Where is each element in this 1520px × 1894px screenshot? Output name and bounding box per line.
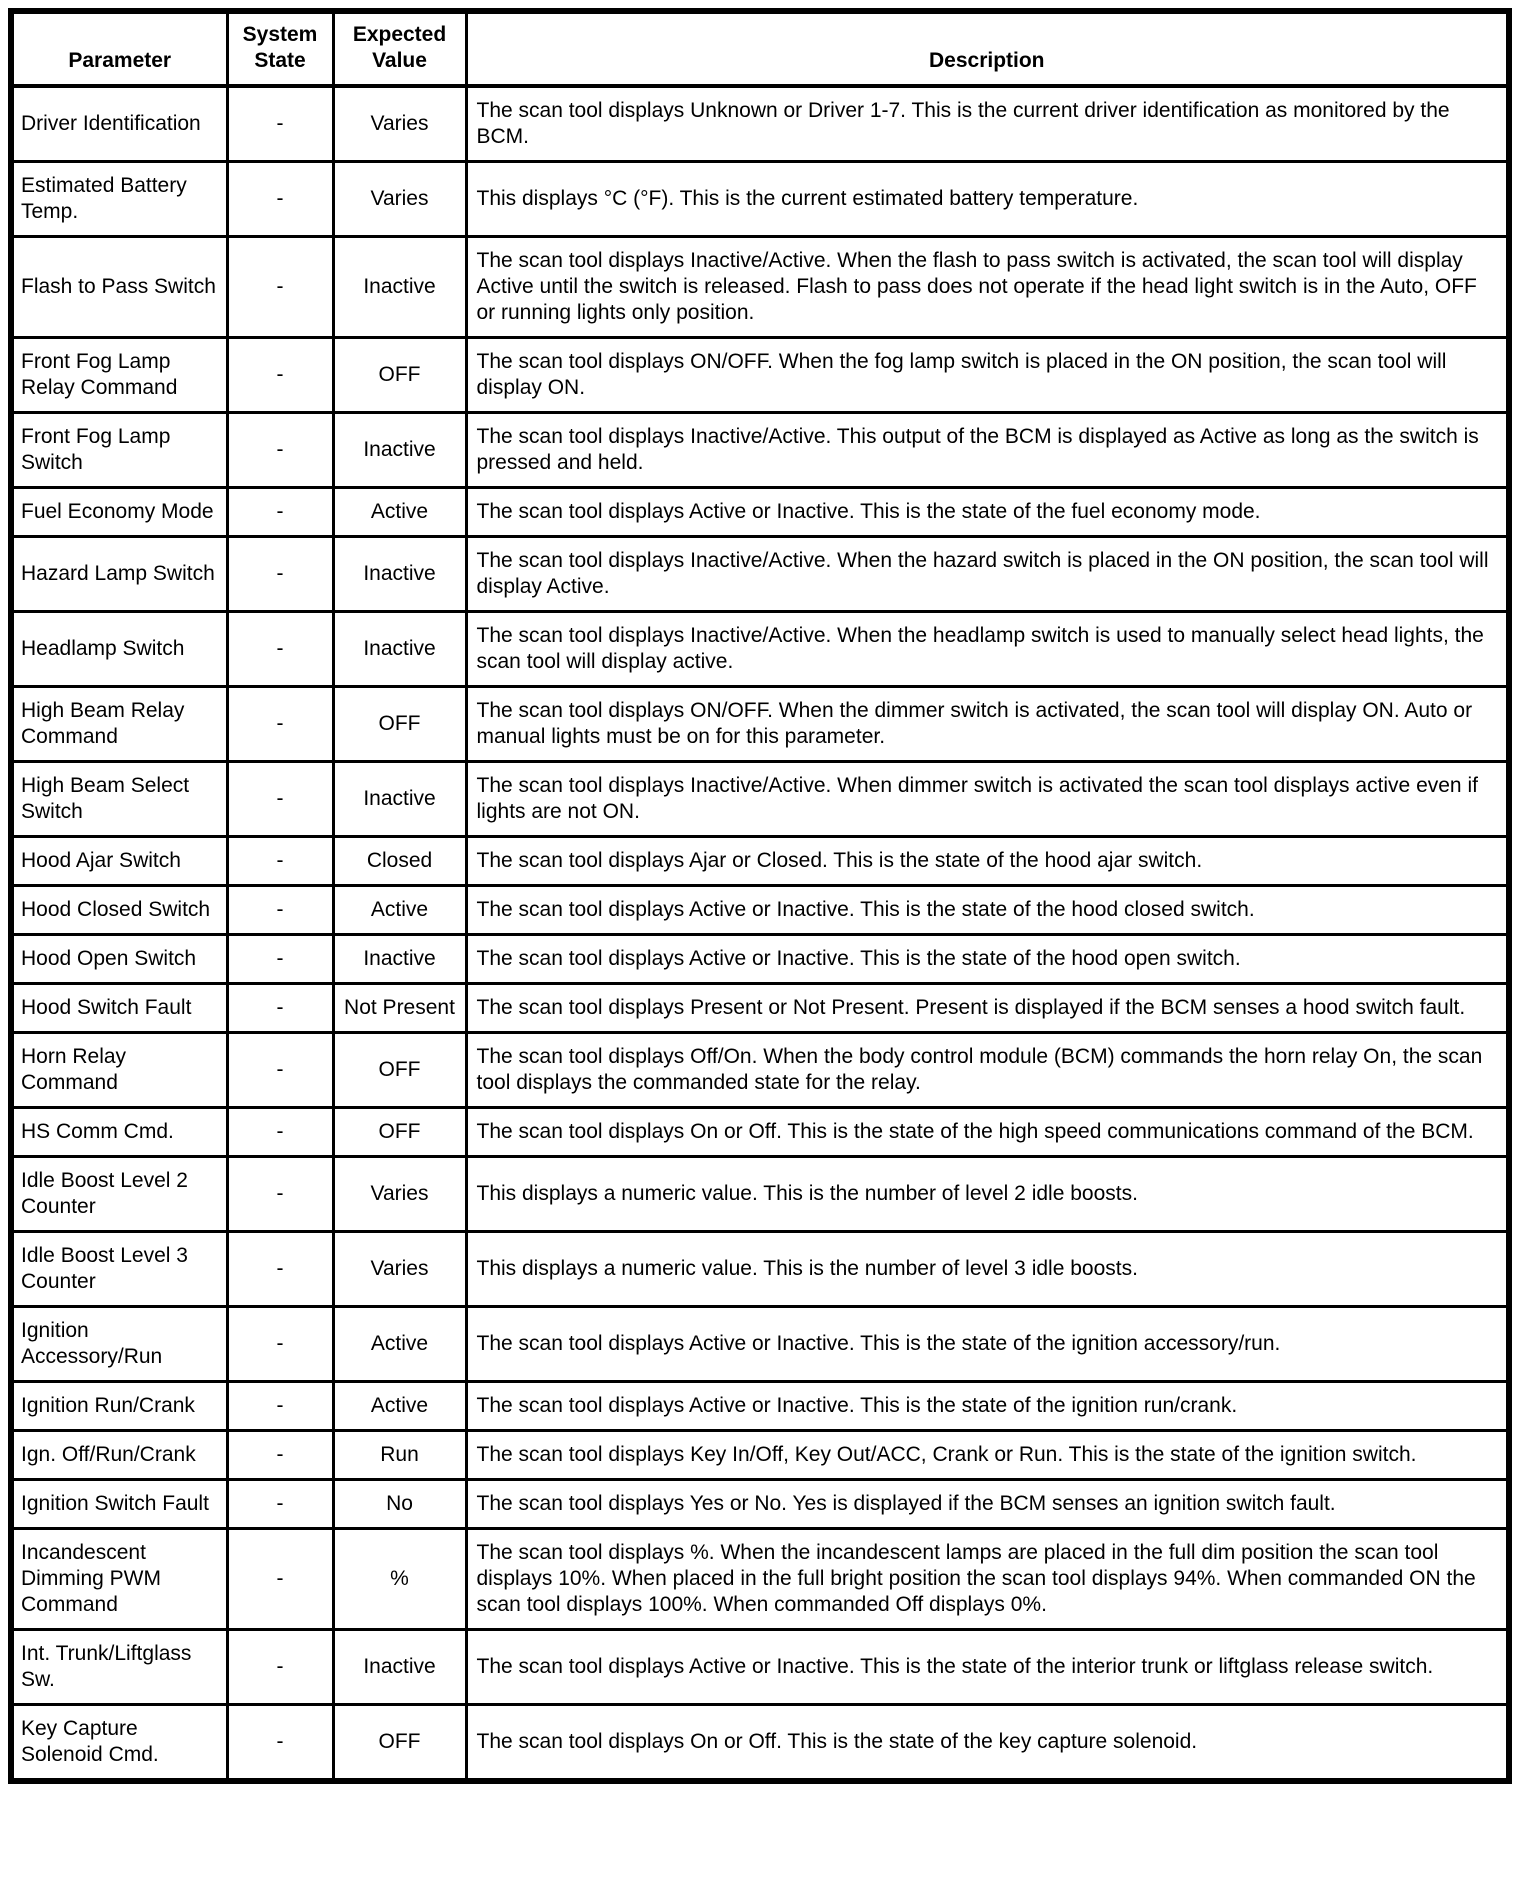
- system-state-cell: -: [227, 687, 333, 762]
- system-state-cell: -: [227, 86, 333, 162]
- table-row: [11, 1307, 1509, 1382]
- system-state-cell: -: [227, 162, 333, 237]
- expected-value-cell: Varies: [333, 162, 466, 237]
- system-state-cell: -: [227, 488, 333, 537]
- table-row: [11, 237, 1509, 338]
- table-row: [11, 1630, 1509, 1705]
- system-state-cell: -: [227, 612, 333, 687]
- parameter-cell: Driver Identification: [11, 86, 227, 162]
- description-cell: This displays a numeric value. This is the number of level 3 idle boosts.: [466, 1232, 1509, 1307]
- expected-value-cell: Varies: [333, 1157, 466, 1232]
- parameter-cell: Flash to Pass Switch: [11, 237, 227, 338]
- parameter-cell: Hood Closed Switch: [11, 886, 227, 935]
- expected-value-cell: Active: [333, 488, 466, 537]
- table-row: [11, 1431, 1509, 1480]
- parameter-cell: High Beam Relay Command: [11, 687, 227, 762]
- parameter-cell: Hood Switch Fault: [11, 984, 227, 1033]
- description-cell: The scan tool displays Yes or No. Yes is displayed if the BCM senses an ignition switch fault.: [466, 1480, 1509, 1529]
- system-state-cell: -: [227, 1033, 333, 1108]
- system-state-cell: -: [227, 935, 333, 984]
- expected-value-cell: Inactive: [333, 413, 466, 488]
- description-cell: The scan tool displays Inactive/Active. This output of the BCM is displayed as Active as long as the switch is pressed and held.: [466, 413, 1509, 488]
- expected-value-cell: Inactive: [333, 237, 466, 338]
- system-state-cell: -: [227, 1480, 333, 1529]
- expected-value-cell: OFF: [333, 338, 466, 413]
- description-cell: The scan tool displays ON/OFF. When the dimmer switch is activated, the scan tool will display ON. Auto or manual lights must be on for this parameter.: [466, 687, 1509, 762]
- header-row: [11, 11, 1509, 86]
- system-state-cell: -: [227, 837, 333, 886]
- description-cell: The scan tool displays %. When the incandescent lamps are placed in the full dim position the scan tool displays 10%. When placed in the full bright position the scan tool displays 94%. When commanded ON the scan tool displays 100%. When commanded Off displays 0%.: [466, 1529, 1509, 1630]
- expected-value-cell: Inactive: [333, 537, 466, 612]
- table-row: [11, 537, 1509, 612]
- table-row: [11, 1529, 1509, 1630]
- system-state-cell: -: [227, 1157, 333, 1232]
- description-cell: The scan tool displays Ajar or Closed. This is the state of the hood ajar switch.: [466, 837, 1509, 886]
- table-row: [11, 886, 1509, 935]
- table-row: [11, 1157, 1509, 1232]
- system-state-cell: -: [227, 1431, 333, 1480]
- description-cell: The scan tool displays ON/OFF. When the fog lamp switch is placed in the ON position, the scan tool will display ON.: [466, 338, 1509, 413]
- parameter-cell: Headlamp Switch: [11, 612, 227, 687]
- table-header: [11, 11, 1509, 86]
- expected-value-cell: Inactive: [333, 935, 466, 984]
- table-row: [11, 1232, 1509, 1307]
- parameter-cell: Horn Relay Command: [11, 1033, 227, 1108]
- expected-value-cell: Inactive: [333, 612, 466, 687]
- parameter-cell: Hazard Lamp Switch: [11, 537, 227, 612]
- table-row: [11, 488, 1509, 537]
- expected-value-cell: OFF: [333, 1033, 466, 1108]
- description-cell: The scan tool displays On or Off. This is the state of the key capture solenoid.: [466, 1705, 1509, 1782]
- description-cell: The scan tool displays Off/On. When the body control module (BCM) commands the horn relay On, the scan tool displays the commanded state for the relay.: [466, 1033, 1509, 1108]
- table-row: [11, 1033, 1509, 1108]
- table-row: [11, 612, 1509, 687]
- header-expected-value: Expected Value: [333, 11, 466, 86]
- parameter-cell: Estimated Battery Temp.: [11, 162, 227, 237]
- parameter-cell: Idle Boost Level 3 Counter: [11, 1232, 227, 1307]
- parameter-cell: Idle Boost Level 2 Counter: [11, 1157, 227, 1232]
- expected-value-cell: No: [333, 1480, 466, 1529]
- system-state-cell: -: [227, 1307, 333, 1382]
- description-cell: The scan tool displays Active or Inactive. This is the state of the hood open switch.: [466, 935, 1509, 984]
- parameter-cell: Fuel Economy Mode: [11, 488, 227, 537]
- description-cell: The scan tool displays Inactive/Active. When dimmer switch is activated the scan tool displays active even if lights are not ON.: [466, 762, 1509, 837]
- system-state-cell: -: [227, 1705, 333, 1782]
- table-row: [11, 935, 1509, 984]
- expected-value-cell: Not Present: [333, 984, 466, 1033]
- description-cell: The scan tool displays On or Off. This is the state of the high speed communications command of the BCM.: [466, 1108, 1509, 1157]
- expected-value-cell: Varies: [333, 86, 466, 162]
- header-parameter: Parameter: [11, 11, 227, 86]
- description-cell: The scan tool displays Active or Inactive. This is the state of the ignition accessory/run.: [466, 1307, 1509, 1382]
- table-body: [11, 86, 1509, 1781]
- table-row: [11, 984, 1509, 1033]
- system-state-cell: -: [227, 1108, 333, 1157]
- system-state-cell: -: [227, 1630, 333, 1705]
- parameter-cell: HS Comm Cmd.: [11, 1108, 227, 1157]
- table-row: [11, 762, 1509, 837]
- header-description: Description: [466, 11, 1509, 86]
- description-cell: The scan tool displays Unknown or Driver 1-7. This is the current driver identification as monitored by the BCM.: [466, 86, 1509, 162]
- table-row: [11, 837, 1509, 886]
- parameter-cell: Front Fog Lamp Relay Command: [11, 338, 227, 413]
- parameter-cell: Ignition Accessory/Run: [11, 1307, 227, 1382]
- description-cell: The scan tool displays Active or Inactive. This is the state of the interior trunk or liftglass release switch.: [466, 1630, 1509, 1705]
- system-state-cell: -: [227, 1232, 333, 1307]
- expected-value-cell: Active: [333, 886, 466, 935]
- parameter-cell: Hood Open Switch: [11, 935, 227, 984]
- parameter-cell: Hood Ajar Switch: [11, 837, 227, 886]
- description-cell: The scan tool displays Active or Inactive. This is the state of the fuel economy mode.: [466, 488, 1509, 537]
- description-cell: This displays a numeric value. This is the number of level 2 idle boosts.: [466, 1157, 1509, 1232]
- expected-value-cell: OFF: [333, 687, 466, 762]
- header-system-state: System State: [227, 11, 333, 86]
- bcm-scan-tool-parameter-table: [8, 8, 1512, 1784]
- table-row: [11, 338, 1509, 413]
- parameter-cell: Front Fog Lamp Switch: [11, 413, 227, 488]
- parameter-cell: High Beam Select Switch: [11, 762, 227, 837]
- parameter-cell: Key Capture Solenoid Cmd.: [11, 1705, 227, 1782]
- table-row: [11, 1108, 1509, 1157]
- table-row: [11, 162, 1509, 237]
- expected-value-cell: Active: [333, 1307, 466, 1382]
- description-cell: The scan tool displays Inactive/Active. When the headlamp switch is used to manually select head lights, the scan tool will display active.: [466, 612, 1509, 687]
- expected-value-cell: %: [333, 1529, 466, 1630]
- expected-value-cell: Inactive: [333, 762, 466, 837]
- system-state-cell: -: [227, 237, 333, 338]
- system-state-cell: -: [227, 886, 333, 935]
- description-cell: The scan tool displays Active or Inactive. This is the state of the hood closed switch.: [466, 886, 1509, 935]
- parameter-cell: Ign. Off/Run/Crank: [11, 1431, 227, 1480]
- description-cell: The scan tool displays Inactive/Active. When the hazard switch is placed in the ON position, the scan tool will display Active.: [466, 537, 1509, 612]
- expected-value-cell: Active: [333, 1382, 466, 1431]
- system-state-cell: -: [227, 413, 333, 488]
- parameter-cell: Incandescent Dimming PWM Command: [11, 1529, 227, 1630]
- table-row: [11, 413, 1509, 488]
- system-state-cell: -: [227, 338, 333, 413]
- system-state-cell: -: [227, 1529, 333, 1630]
- table-row: [11, 86, 1509, 162]
- expected-value-cell: OFF: [333, 1705, 466, 1782]
- description-cell: The scan tool displays Inactive/Active. When the flash to pass switch is activated, the scan tool will display Active until the switch is released. Flash to pass does not operate if the head light switch is in the Auto, OFF or running lights only position.: [466, 237, 1509, 338]
- table-row: [11, 687, 1509, 762]
- table-row: [11, 1705, 1509, 1782]
- system-state-cell: -: [227, 1382, 333, 1431]
- expected-value-cell: OFF: [333, 1108, 466, 1157]
- parameter-cell: Int. Trunk/Liftglass Sw.: [11, 1630, 227, 1705]
- system-state-cell: -: [227, 984, 333, 1033]
- expected-value-cell: Inactive: [333, 1630, 466, 1705]
- description-cell: The scan tool displays Key In/Off, Key Out/ACC, Crank or Run. This is the state of the ignition switch.: [466, 1431, 1509, 1480]
- description-cell: The scan tool displays Present or Not Present. Present is displayed if the BCM senses a hood switch fault.: [466, 984, 1509, 1033]
- table-row: [11, 1382, 1509, 1431]
- description-cell: This displays °C (°F). This is the current estimated battery temperature.: [466, 162, 1509, 237]
- system-state-cell: -: [227, 537, 333, 612]
- table-row: [11, 1480, 1509, 1529]
- parameter-cell: Ignition Run/Crank: [11, 1382, 227, 1431]
- parameter-cell: Ignition Switch Fault: [11, 1480, 227, 1529]
- expected-value-cell: Varies: [333, 1232, 466, 1307]
- description-cell: The scan tool displays Active or Inactive. This is the state of the ignition run/crank.: [466, 1382, 1509, 1431]
- expected-value-cell: Run: [333, 1431, 466, 1480]
- expected-value-cell: Closed: [333, 837, 466, 886]
- system-state-cell: -: [227, 762, 333, 837]
